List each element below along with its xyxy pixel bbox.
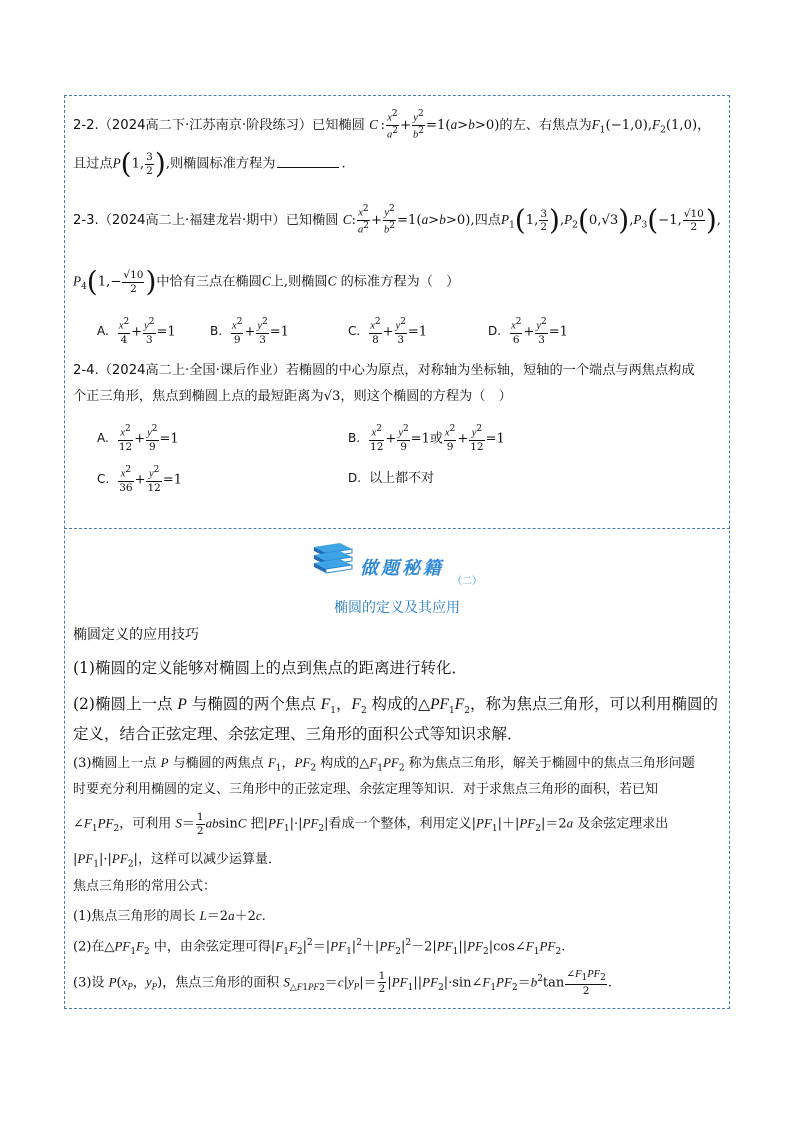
ellipse-equation: C: $\frac{x^2}{a^2}$ + $\frac{y^2}{b^2}$ =1(a>b>0): [342, 204, 471, 236]
problem-2-4-line1: [73, 364, 695, 377]
problem-source: （2024高二上·福建龙岩·期中）: [98, 213, 286, 228]
foci: $F_1(-1,0),F_2(1,0)$: [591, 117, 698, 136]
option-a[interactable]: A. $\frac{x^2}{12}$ + $\frac{y^2}{9}$ =1: [97, 424, 179, 453]
problem-number: 2-2.: [73, 118, 99, 133]
problem-text: ,四点: [470, 213, 501, 228]
problem-text: 中恰有三点在椭圆: [156, 274, 262, 290]
section-heading: 椭圆定义的应用技巧: [73, 627, 199, 643]
item-3-line2: 时要充分利用椭圆的定义、三角形中的正弦定理、余弦定理等知识．对于求焦点三角形的面积，若已知: [73, 782, 659, 797]
problem-text: 若椭圆的中心为原点，对称轴为坐标轴，短轴的一个端点与两焦点构成: [285, 363, 695, 378]
problem-text: 且过点: [73, 156, 113, 172]
problem-text: 的标准方程为（ ）: [340, 274, 460, 290]
option-c[interactable]: C. $\frac{x^2}{8}$ + $\frac{y^2}{3}$ =1: [348, 317, 428, 346]
problem-source: （2024高二下·江苏南京·阶段练习）: [98, 118, 313, 133]
formula-3: (3)设 $P(x_P$，$y_P$)，焦点三角形的面积 $S_{\triangle F1PF2}=c|y_P|=$ $\frac{1}{2}$ $|PF_1||PF_2|\cdot\sin\angle F_1PF_2=b^2\tan$ $\frac{\angle F_1PF_2}{2}$ .: [73, 968, 612, 998]
answer-blank: [277, 167, 339, 168]
option-c[interactable]: C. $\frac{x^2}{36}$ + $\frac{y^2}{12}$ =1: [97, 465, 183, 494]
problem-text: ，则这个椭圆的方程为（ ）: [340, 389, 512, 404]
option-b[interactable]: B. $\frac{x^2}{12}$ + $\frac{y^2}{9}$ =1或 $\frac{x^2}{9}$ + $\frac{y^2}{12}$ =1: [348, 424, 505, 453]
problem-2-2-line1: 2-2.（2024高二下·江苏南京·阶段练习）已知椭圆 C : $\frac{x^2}{a^2}$ + $\frac{y^2}{b^2}$ =1(a>b>0)的左、右焦点为$F_1(-1,0),F_2(1,0)$，: [73, 109, 711, 141]
section-subtitle: 椭圆的定义及其应用: [334, 600, 460, 616]
item-3-line4: $|PF_1|\cdot|PF_2|$，这样可以减少运算量．: [73, 851, 281, 870]
problem-text: 已知椭圆: [312, 118, 365, 133]
problem-source: （2024高二上·全国·课后作业）: [98, 363, 286, 378]
formula-1: (1)焦点三角形的周长 L＝2a＋2c.: [73, 908, 266, 924]
option-d[interactable]: D. 以上都不对: [348, 471, 435, 486]
option-a[interactable]: A. $\frac{x^2}{4}$ + $\frac{y^2}{3}$ =1: [97, 317, 176, 346]
item-3-line3: $\angle F_1PF_2$，可利用 S＝ $\frac{1}{2}$ absinC 把$|PF_1|\cdot|PF_2|$看成一个整体，利用定义$|PF_1|+|PF_2|=2a$ 及余弦定理求出: [73, 811, 669, 837]
section-banner-title: 做题秘籍: [360, 558, 444, 579]
problem-2-4-line2: 个正三角形，焦点到椭圆上点的最短距离为√3，则这个椭圆的方程为（ ）: [73, 389, 512, 404]
section-banner-sub: （二）: [452, 576, 482, 587]
problem-2-2-line2: 且过点P(1, $\frac{3}{2}$ ),则椭圆标准方程为 .: [73, 147, 346, 180]
problem-text: 已知椭圆: [285, 213, 339, 228]
problem-text: ,则椭圆标准方程为: [165, 156, 276, 172]
problem-text: 个正三角形，焦点到椭圆上点的最短距离为: [73, 389, 324, 404]
problem-2-3-line2: $P_4(1,-$ $\frac{√10}{2}$ )中恰有三点在椭圆C上,则椭圆C 的标准方程为（ ）: [73, 265, 460, 298]
problem-2-3-line1: 2-3.（2024高二上·福建龙岩·期中）已知椭圆 C: $\frac{x^2}{a^2}$ + $\frac{y^2}{b^2}$ =1(a>b>0),四点$P_1(1$, $\frac{3}{2}$ )$,P_2(0,√3),P_3(-1$, $\frac{√10}{2}$ ),: [73, 203, 721, 237]
option-d[interactable]: D. $\frac{x^2}{6}$ + $\frac{y^2}{3}$ =1: [488, 317, 568, 346]
option-b[interactable]: B. $\frac{x^2}{9}$ + $\frac{y^2}{3}$ =1: [210, 317, 289, 346]
formula-2: (2)在$\triangle PF_1F_2$ 中，由余弦定理可得$|F_1F_2|^2=|PF_1|^2+|PF_2|^2-2|PF_1||PF_2|\cos\angle F_1PF_2$.: [73, 938, 566, 957]
problem-text: 的左、右焦点为: [499, 118, 592, 133]
item-1: (1)椭圆的定义能够对椭圆上的点到焦点的距离进行转化．: [73, 659, 467, 677]
ellipse-equation: C : $\frac{x^2}{a^2}$ + $\frac{y^2}{b^2}$ =1(a>b>0): [369, 109, 500, 141]
item-3-line1: (3)椭圆上一点 P 与椭圆的两焦点 $F_1$，$PF_2$ 构成的$\triangle F_1PF_2$ 称为焦点三角形，解关于椭圆中的焦点三角形问题: [73, 755, 695, 774]
formulas-heading: 焦点三角形的常用公式：: [73, 879, 217, 894]
section-divider: [64, 528, 730, 529]
problem-number: 2-4.: [73, 363, 99, 378]
problem-text: 上,则椭圆: [270, 274, 328, 290]
item-2-line1: (2)椭圆上一点 P 与椭圆的两个焦点 $F_1$，$F_2$ 构成的$\triangle PF_1F_2$，称为焦点三角形，可以利用椭圆的: [73, 695, 718, 717]
books-icon: [310, 541, 356, 581]
item-2-line2: 定义，结合正弦定理、余弦定理、三角形的面积公式等知识求解．: [73, 725, 523, 743]
problem-number: 2-3.: [73, 213, 99, 228]
